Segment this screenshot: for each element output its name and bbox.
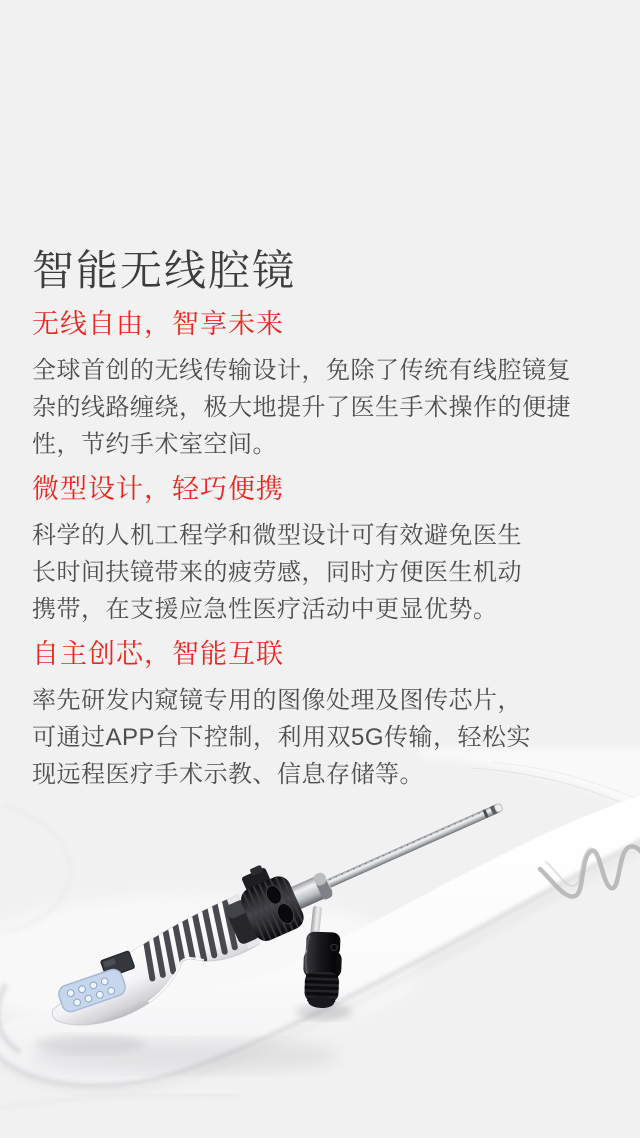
section-smart-chip bbox=[32, 638, 612, 793]
product-intro bbox=[32, 248, 612, 793]
section-paragraph bbox=[32, 352, 612, 463]
section-heading: 自主创芯，智能互联 bbox=[32, 639, 284, 669]
paragraph-line: 长时间扶镜带来的疲劳感，同时方便医生机动 bbox=[32, 559, 522, 586]
page-title: 智能无线腔镜 bbox=[32, 247, 297, 294]
section-heading: 无线自由，智享未来 bbox=[32, 309, 284, 339]
paragraph-line: 现远程医疗手术示教、信息存储等。 bbox=[32, 761, 424, 788]
paragraph-line: 率先研发内窥镜专用的图像处理及图传芯片， bbox=[32, 687, 522, 714]
paragraph-line: 杂的线路缠绕，极大地提升了医生手术操作的便捷 bbox=[32, 394, 571, 421]
paragraph-line: 携带，在支援应急性医疗活动中更显优势。 bbox=[32, 596, 498, 623]
section-compact-design bbox=[32, 473, 612, 628]
paragraph-line: 性，节约手术室空间。 bbox=[32, 431, 277, 458]
section-heading: 微型设计，轻巧便携 bbox=[32, 474, 284, 504]
section-wireless-freedom bbox=[32, 308, 612, 463]
paragraph-line: 全球首创的无线传输设计，免除了传统有线腔镜复 bbox=[32, 357, 571, 384]
section-paragraph bbox=[32, 517, 612, 628]
paragraph-line: 科学的人机工程学和微型设计可有效避免医生 bbox=[32, 522, 522, 549]
paragraph-line: 可通过APP台下控制，利用双5G传输，轻松实 bbox=[32, 724, 532, 751]
section-paragraph bbox=[32, 682, 612, 793]
